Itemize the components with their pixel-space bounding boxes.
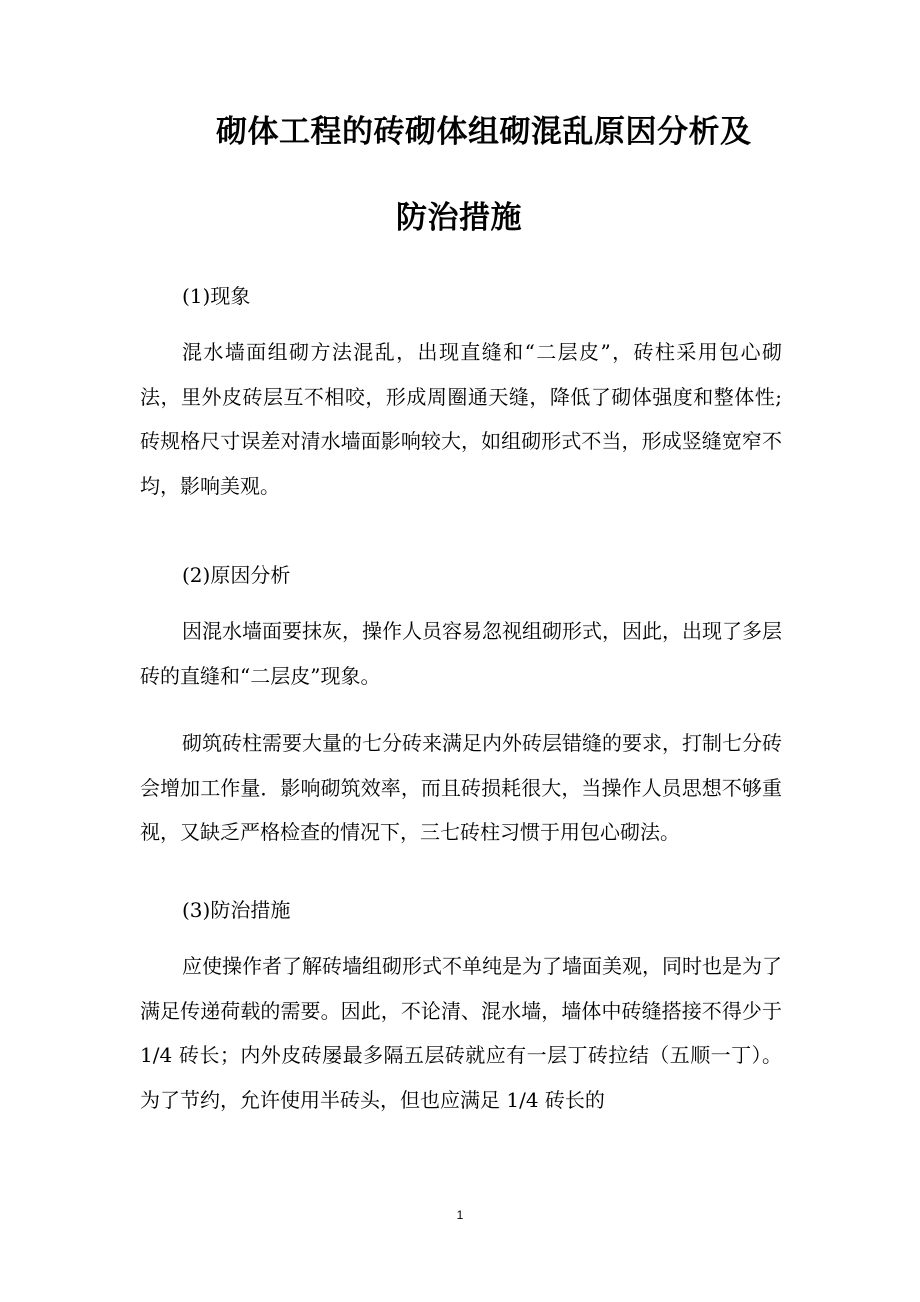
section-heading-prevention: (3)防治措施 bbox=[182, 898, 291, 922]
paragraph-cause-2: 砌筑砖柱需要大量的七分砖来满足内外砖层错缝的要求，打制七分砖会增加工作量．影响砌筑效率，而且砖损耗很大，当操作人员思想不够重视，又缺乏严格检查的情况下，三七砖柱习惯于用包心砌法。 bbox=[140, 731, 782, 845]
document-title-line-2: 防治措施 bbox=[396, 200, 522, 236]
paragraph-cause-1: 因混水墙面要抹灰，操作人员容易忽视组砌形式，因此，出现了多层砖的直缝和“二层皮”现象。 bbox=[140, 619, 782, 688]
section-heading-cause-analysis: (2)原因分析 bbox=[182, 563, 291, 587]
document-title-line-1: 砌体工程的砖砌体组砌混乱原因分析及 bbox=[216, 114, 752, 150]
paragraph-phenomenon: 混水墙面组砌方法混乱，出现直缝和“二层皮”，砖柱采用包心砌法，里外皮砖层互不相咬，形成周圈通天缝，降低了砌体强度和整体性;砖规格尺寸误差对清水墙面影响较大，如组砌形式不当，形成竖缝宽窄不均，影响美观。 bbox=[140, 340, 782, 498]
page-number: 1 bbox=[456, 1208, 464, 1222]
section-heading-phenomenon: (1)现象 bbox=[182, 284, 251, 308]
paragraph-prevention-1: 应使操作者了解砖墙组砌形式不单纯是为了墙面美观，同时也是为了满足传递荷载的需要。因此，不论清、混水墙，墙体中砖缝搭接不得少于 1/4 砖长；内外皮砖屡最多隔五层砖就应有一层丁砖拉结（五顺一丁）。为了节约，允许使用半砖头，但也应满足 1/4 砖长的 bbox=[140, 954, 782, 1112]
